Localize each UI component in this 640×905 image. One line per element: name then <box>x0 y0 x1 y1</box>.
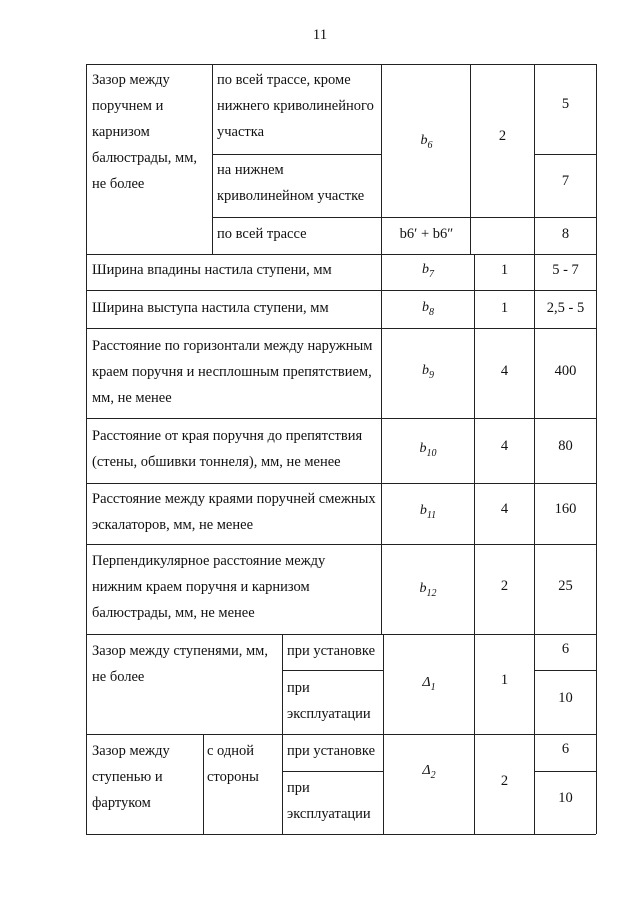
symbol-b7: $b_7$ <box>422 262 434 280</box>
param-gap-between-steps: Зазор между ступенями, мм, не более <box>92 643 268 685</box>
param-distance-between-handrails: Расстояние между краями поручней смежных эскалаторов, мм, не менее <box>92 491 376 533</box>
row-border <box>86 734 596 735</box>
column-divider-sub <box>212 64 213 254</box>
param-perpendicular-distance: Перпендикулярное расстояние между нижним краем поручня и карнизом балюстрады, мм, не менее <box>92 553 326 621</box>
table-border-right <box>596 64 597 834</box>
symbol-b6: $b_6$ <box>420 133 433 151</box>
symbol-b9: $b_9$ <box>422 363 434 381</box>
sub-whole-route: по всей трассе <box>217 226 307 242</box>
row-border <box>86 64 596 65</box>
row-border <box>86 634 596 635</box>
row-border <box>86 254 596 255</box>
note-r9: 2 <box>500 773 509 789</box>
table-border-left <box>86 64 87 834</box>
row-border <box>282 771 383 772</box>
param-gap-step-skirt: Зазор между ступенью и фартуком <box>92 743 170 811</box>
value-r7: 25 <box>558 578 573 594</box>
note-r2: 1 <box>500 262 509 278</box>
value-r2: 5 - 7 <box>552 262 579 278</box>
sub-at-installation: при установке <box>287 643 376 659</box>
sub-at-installation: при установке <box>287 743 376 759</box>
value-r8-a: 6 <box>561 641 570 657</box>
note-r7: 2 <box>500 578 509 594</box>
symbol-delta2: $\Delta_2$ <box>422 763 436 781</box>
value-r9-a: 6 <box>561 741 570 757</box>
value-r8-b: 10 <box>558 690 573 706</box>
value-r1-b: 7 <box>561 173 570 189</box>
column-divider-side <box>203 734 204 834</box>
sub-lower-curve: на нижнем криволинейном участке <box>217 162 365 204</box>
value-r1-c: 8 <box>561 226 570 242</box>
row-border <box>86 328 596 329</box>
row-border <box>86 544 596 545</box>
value-r5: 80 <box>558 438 573 454</box>
symbol-b10: $b_{10}$ <box>419 441 437 459</box>
row-border <box>534 154 596 155</box>
note-r8: 1 <box>500 672 509 688</box>
row-border <box>86 418 596 419</box>
symbol-b6-sum: b6′ + b6″ <box>399 226 454 242</box>
row-border <box>212 154 382 155</box>
symbol-delta1: $\Delta_1$ <box>422 675 436 693</box>
note-r1: 2 <box>498 128 507 144</box>
sub-whole-route-except-curve: по всей трассе, кроме нижнего криволинейного участка <box>217 72 374 140</box>
value-r9-b: 10 <box>558 790 573 806</box>
row-border <box>212 217 596 218</box>
note-r3: 1 <box>500 300 509 316</box>
row-border <box>86 483 596 484</box>
symbol-b12: $b_{12}$ <box>419 581 437 599</box>
column-divider-symbol <box>381 64 382 634</box>
sub-in-operation: при эксплуатации <box>287 780 371 822</box>
note-r4: 4 <box>500 363 509 379</box>
value-r1-a: 5 <box>561 96 570 112</box>
symbol-b8: $b_8$ <box>422 300 434 318</box>
row-border <box>86 834 596 835</box>
symbol-b11: $b_{11}$ <box>419 503 437 521</box>
sub-in-operation: при эксплуатации <box>287 680 371 722</box>
param-step-groove-width: Ширина впадины настила ступени, мм <box>92 262 332 278</box>
row-border <box>534 670 596 671</box>
row-border <box>282 670 383 671</box>
page-number: 11 <box>312 27 328 43</box>
value-r4: 400 <box>554 363 577 379</box>
row-border <box>86 290 596 291</box>
column-divider-note <box>470 64 471 254</box>
note-r5: 4 <box>500 438 509 454</box>
param-horizontal-distance-obstacle: Расстояние по горизонтали между наружным краем поручня и несплошным препятствием, мм, не менее <box>92 338 373 406</box>
param-distance-to-obstacle: Расстояние от края поручня до препятствия (стены, обшивки тоннеля), мм, не менее <box>92 428 363 470</box>
row-border <box>534 771 596 772</box>
param-handrail-gap: Зазор между поручнем и карнизом балюстрады, мм, не более <box>92 72 197 192</box>
value-r6: 160 <box>554 501 577 517</box>
side-one-side: с одной стороны <box>207 743 259 785</box>
note-r6: 4 <box>500 501 509 517</box>
param-step-ridge-width: Ширина выступа настила ступени, мм <box>92 300 329 316</box>
value-r3: 2,5 - 5 <box>546 300 585 316</box>
